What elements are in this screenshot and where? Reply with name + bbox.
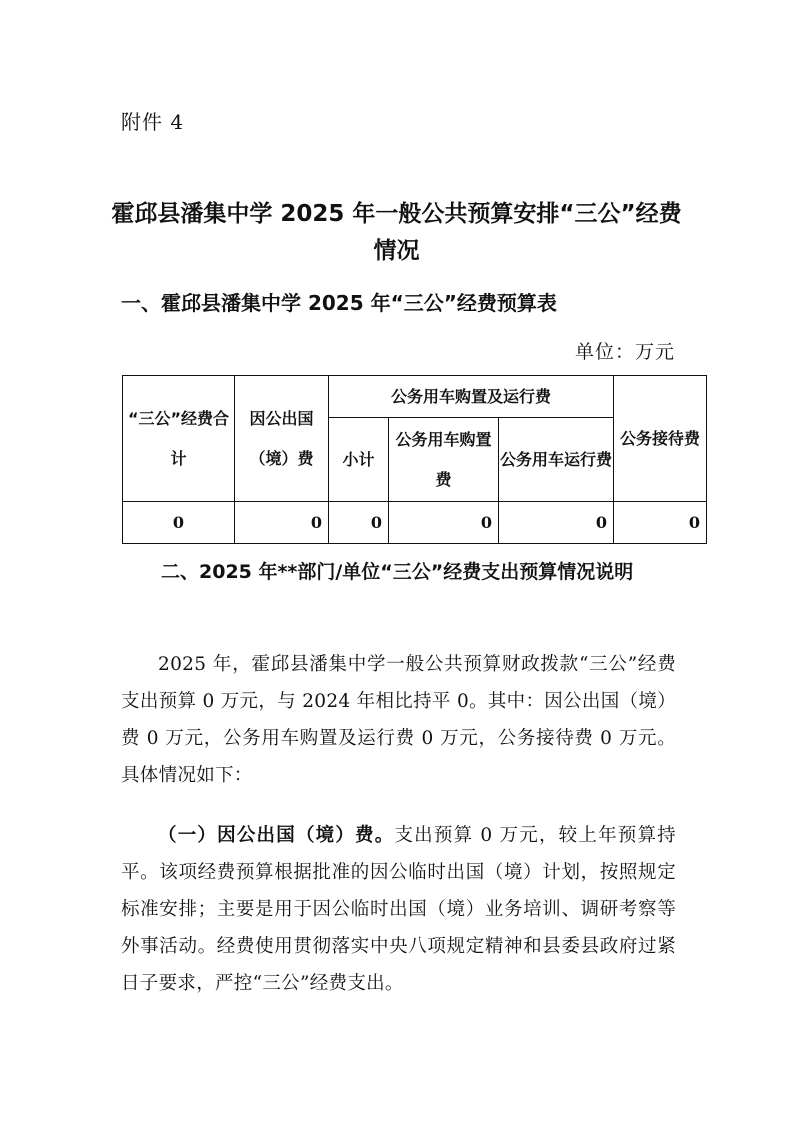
paragraph-2-body: 支出预算 0 万元，较上年预算持平。该项经费预算根据批准的因公临时出国（境）计划，按照规定标准安排；主要是用于因公临时出国（境）业务培训、调研考察等外事活动。经费使用贯彻落实中央八项规定精神和县委县政府过紧日子要求，严控“三公”经费支出。 — [121, 825, 676, 994]
document-title: 霍邱县潘集中学 2025 年一般公共预算安排“三公”经费情况 — [111, 201, 682, 264]
header-abroad: 因公出国（境）费 — [235, 376, 329, 502]
header-vehicle-operation: 公务用车运行费 — [499, 418, 614, 502]
header-total: “三公”经费合计 — [123, 376, 235, 502]
budget-table — [122, 375, 707, 544]
value-vehicle-operation: 0 — [499, 502, 614, 544]
value-total: 0 — [123, 502, 235, 544]
paragraph-2-lead: （一）因公出国（境）费。 — [158, 825, 395, 846]
header-vehicle-purchase: 公务用车购置费 — [389, 418, 499, 502]
value-subtotal: 0 — [329, 502, 389, 544]
section-2-heading: 二、2025 年**部门/单位“三公”经费支出预算情况说明 — [161, 561, 634, 583]
attachment-label: 附件 4 — [121, 110, 185, 134]
value-abroad: 0 — [235, 502, 329, 544]
value-vehicle-purchase: 0 — [389, 502, 499, 544]
unit-label: 单位：万元 — [574, 341, 675, 363]
section-1-heading: 一、霍邱县潘集中学 2025 年“三公”经费预算表 — [121, 291, 557, 315]
header-subtotal: 小计 — [329, 418, 389, 502]
header-reception: 公务接待费 — [614, 376, 707, 502]
header-vehicle-group: 公务用车购置及运行费 — [329, 376, 614, 418]
paragraph-1: 2025 年，霍邱县潘集中学一般公共预算财政拨款“三公”经费支出预算 0 万元，与 2024 年相比持平 0。其中：因公出国（境）费 0 万元，公务用车购置及运行费 0 万元，公务接待费 0 万元。具体情况如下： — [121, 654, 676, 786]
paragraph-2 — [121, 817, 676, 1002]
value-reception: 0 — [614, 502, 707, 544]
